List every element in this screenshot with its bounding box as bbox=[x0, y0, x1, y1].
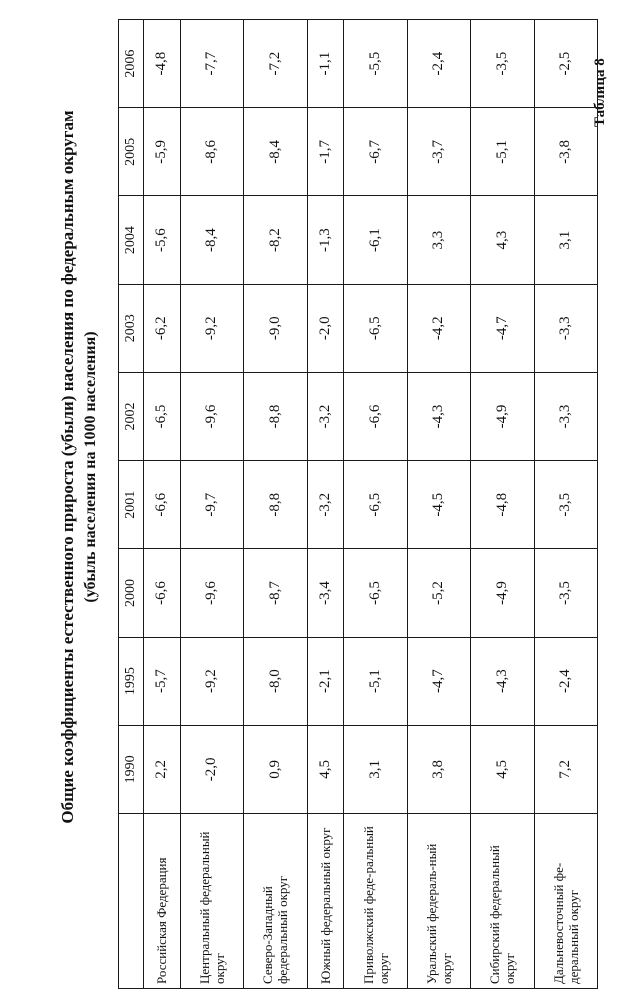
value-cell: -8,7 bbox=[244, 549, 307, 637]
value-cell: -4,2 bbox=[407, 284, 470, 372]
value-cell: 4,3 bbox=[471, 196, 534, 284]
region-label: Приволжский феде-ральный округ bbox=[344, 814, 407, 989]
value-cell: -4,3 bbox=[471, 637, 534, 725]
table-label: Таблица 8 bbox=[592, 58, 608, 127]
value-cell: -5,1 bbox=[344, 637, 407, 725]
value-cell: -8,8 bbox=[244, 461, 307, 549]
value-cell: -1,1 bbox=[307, 20, 344, 108]
value-cell: -3,2 bbox=[307, 461, 344, 549]
value-cell: -6,1 bbox=[344, 196, 407, 284]
table-title: Общие коэффициенты естественного прироста (убыли) населения по федеральным округам bbox=[58, 110, 77, 824]
value-cell: -6,5 bbox=[344, 284, 407, 372]
year-header: 1990 bbox=[119, 725, 144, 813]
value-cell: -9,6 bbox=[180, 549, 243, 637]
value-cell: -3,5 bbox=[534, 549, 597, 637]
value-cell: -3,5 bbox=[471, 20, 534, 108]
value-cell: -2,0 bbox=[307, 284, 344, 372]
year-header: 2003 bbox=[119, 284, 144, 372]
value-cell: -5,2 bbox=[407, 549, 470, 637]
table-row bbox=[244, 20, 307, 989]
value-cell: -9,0 bbox=[244, 284, 307, 372]
value-cell: -3,8 bbox=[534, 108, 597, 196]
value-cell: -4,9 bbox=[471, 372, 534, 460]
region-label: Центральный федеральный округ bbox=[180, 814, 243, 989]
value-cell: 4,5 bbox=[307, 725, 344, 813]
value-cell: -6,6 bbox=[344, 372, 407, 460]
year-header: 2000 bbox=[119, 549, 144, 637]
value-cell: 4,5 bbox=[471, 725, 534, 813]
year-header: 2001 bbox=[119, 461, 144, 549]
value-cell: -8,8 bbox=[244, 372, 307, 460]
value-cell: -8,4 bbox=[244, 108, 307, 196]
value-cell: -9,2 bbox=[180, 637, 243, 725]
value-cell: -7,2 bbox=[244, 20, 307, 108]
value-cell: -4,3 bbox=[407, 372, 470, 460]
value-cell: -6,6 bbox=[144, 461, 181, 549]
value-cell: -2,0 bbox=[180, 725, 243, 813]
value-cell: -4,7 bbox=[407, 637, 470, 725]
table-subtitle: (убыль населения на 1000 населения) bbox=[82, 331, 99, 603]
value-cell: 3,3 bbox=[407, 196, 470, 284]
value-cell: -3,7 bbox=[407, 108, 470, 196]
value-cell: -9,7 bbox=[180, 461, 243, 549]
value-cell: -8,2 bbox=[244, 196, 307, 284]
header-row bbox=[119, 20, 144, 989]
year-header: 2002 bbox=[119, 372, 144, 460]
value-cell: -3,3 bbox=[534, 372, 597, 460]
value-cell: -9,2 bbox=[180, 284, 243, 372]
value-cell: -6,6 bbox=[144, 549, 181, 637]
table-row bbox=[180, 20, 243, 989]
value-cell: -2,5 bbox=[534, 20, 597, 108]
region-label: Северо-Западный федеральный округ bbox=[244, 814, 307, 989]
region-label: Уральский федераль-ный округ bbox=[407, 814, 470, 989]
table-row bbox=[471, 20, 534, 989]
value-cell: -4,5 bbox=[407, 461, 470, 549]
value-cell: -3,5 bbox=[534, 461, 597, 549]
table-row bbox=[144, 20, 181, 989]
value-cell: -2,1 bbox=[307, 637, 344, 725]
table-row bbox=[534, 20, 597, 989]
value-cell: 3,1 bbox=[534, 196, 597, 284]
value-cell: -4,8 bbox=[144, 20, 181, 108]
value-cell: -5,9 bbox=[144, 108, 181, 196]
value-cell: -9,6 bbox=[180, 372, 243, 460]
value-cell: -3,3 bbox=[534, 284, 597, 372]
region-label: Сибирский федеральный округ bbox=[471, 814, 534, 989]
value-cell: 0,9 bbox=[244, 725, 307, 813]
value-cell: -6,5 bbox=[144, 372, 181, 460]
value-cell: -2,4 bbox=[407, 20, 470, 108]
year-header: 2005 bbox=[119, 108, 144, 196]
region-label: Российская Федерация bbox=[144, 814, 181, 989]
table-row bbox=[344, 20, 407, 989]
data-table bbox=[118, 19, 598, 989]
value-cell: -5,6 bbox=[144, 196, 181, 284]
value-cell: -6,5 bbox=[344, 461, 407, 549]
year-header: 2006 bbox=[119, 20, 144, 108]
value-cell: -3,4 bbox=[307, 549, 344, 637]
value-cell: -6,5 bbox=[344, 549, 407, 637]
value-cell: -7,7 bbox=[180, 20, 243, 108]
value-cell: -5,7 bbox=[144, 637, 181, 725]
value-cell: 2,2 bbox=[144, 725, 181, 813]
value-cell: 7,2 bbox=[534, 725, 597, 813]
value-cell: -4,9 bbox=[471, 549, 534, 637]
region-label: Южный федеральный округ bbox=[307, 814, 344, 989]
value-cell: -1,3 bbox=[307, 196, 344, 284]
value-cell: -6,7 bbox=[344, 108, 407, 196]
corner-cell bbox=[119, 814, 144, 989]
value-cell: 3,8 bbox=[407, 725, 470, 813]
value-cell: -5,5 bbox=[344, 20, 407, 108]
value-cell: 3,1 bbox=[344, 725, 407, 813]
table-row bbox=[307, 20, 344, 989]
value-cell: -8,0 bbox=[244, 637, 307, 725]
value-cell: -8,4 bbox=[180, 196, 243, 284]
year-header: 2004 bbox=[119, 196, 144, 284]
region-label: Дальневосточный фе-деральный округ bbox=[534, 814, 597, 989]
year-header: 1995 bbox=[119, 637, 144, 725]
value-cell: -2,4 bbox=[534, 637, 597, 725]
value-cell: -4,8 bbox=[471, 461, 534, 549]
value-cell: -5,1 bbox=[471, 108, 534, 196]
value-cell: -4,7 bbox=[471, 284, 534, 372]
value-cell: -1,7 bbox=[307, 108, 344, 196]
table-row bbox=[407, 20, 470, 989]
value-cell: -6,2 bbox=[144, 284, 181, 372]
value-cell: -8,6 bbox=[180, 108, 243, 196]
value-cell: -3,2 bbox=[307, 372, 344, 460]
